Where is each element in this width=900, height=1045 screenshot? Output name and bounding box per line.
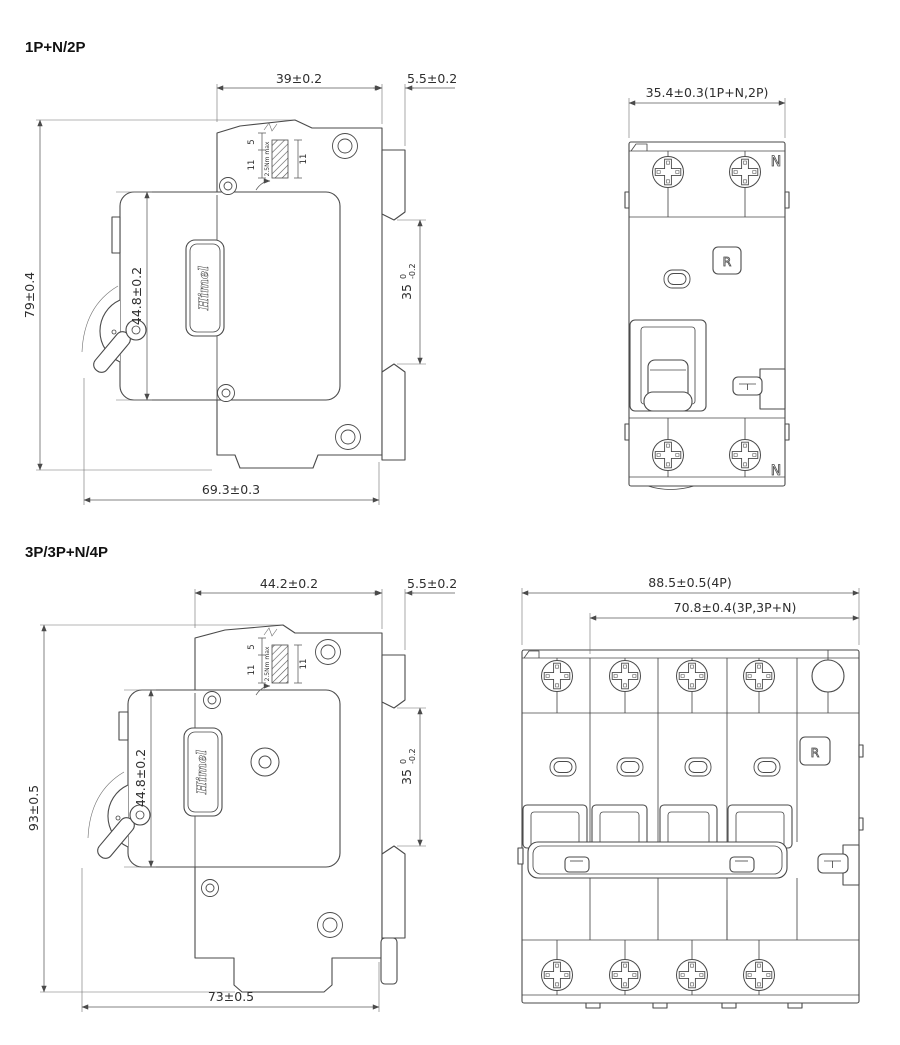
side-tab xyxy=(112,217,120,253)
terminal-screw-icon xyxy=(730,440,761,471)
terminal-screw-icon xyxy=(677,661,708,692)
terminal-screw-icon xyxy=(542,960,573,991)
dim-rail-offset-2p: 5.5±0.2 xyxy=(407,71,458,86)
dim-top-width-4p: 44.2±0.2 xyxy=(259,576,319,591)
dim-rail-span-4p xyxy=(399,748,417,785)
indicator-window xyxy=(617,758,643,776)
detail-dim-11-right: 11 xyxy=(299,153,309,165)
rivet-icon xyxy=(218,385,235,402)
rivet-icon xyxy=(316,640,341,665)
indicator-window xyxy=(685,758,711,776)
detail-dim-5: 5 xyxy=(247,139,257,145)
din-rail-clips-4p xyxy=(381,655,405,984)
rivet-icon xyxy=(220,178,237,195)
test-port-circle xyxy=(812,660,844,692)
dim-rail-offset-4p: 5.5±0.2 xyxy=(407,576,458,591)
dim-overall-height-4p: 93±0.5 xyxy=(26,784,41,832)
reset-button-label: R xyxy=(722,254,732,269)
din-rail-clips xyxy=(382,150,405,460)
svg-text:35: 35 xyxy=(399,284,414,300)
rivet-icon xyxy=(318,913,343,938)
section-title-2p: 1P+N/2P xyxy=(25,39,86,56)
reset-button xyxy=(713,247,741,274)
detail-torque-note: 2.5Nm max xyxy=(264,646,271,682)
indicator-window xyxy=(664,270,690,288)
terminal-screw-icon xyxy=(730,157,761,188)
svg-text:-0.2: -0.2 xyxy=(408,263,417,279)
front-body-2p xyxy=(629,142,785,486)
detail-dim-11-right: 11 xyxy=(299,658,309,670)
front-view-4p xyxy=(518,575,863,1008)
side-view-4p xyxy=(26,576,457,1012)
side-view-2p xyxy=(22,71,457,505)
dim-width-4p: 88.5±0.5(4P) xyxy=(648,575,732,590)
dim-rail-span-2p xyxy=(399,263,417,300)
side-front-block-4p xyxy=(128,690,340,867)
detail-dim-11-left: 11 xyxy=(247,664,257,676)
toggle-handle-2p xyxy=(630,320,706,411)
terminal-screw-icon xyxy=(653,440,684,471)
dim-width-2p: 35.4±0.3(1P+N,2P) xyxy=(645,85,769,100)
terminal-screw-icon xyxy=(744,960,775,991)
front-view-2p xyxy=(625,85,789,490)
dim-body-height-4p: 44.8±0.2 xyxy=(133,748,148,808)
terminal-screw-icon xyxy=(744,661,775,692)
indicator-window xyxy=(754,758,780,776)
side-tab-4p xyxy=(119,712,128,740)
rivet-icon xyxy=(204,692,221,709)
svg-text:-0.2: -0.2 xyxy=(408,748,417,764)
brand-plaque xyxy=(186,240,224,336)
reset-button-4p xyxy=(800,737,830,765)
neutral-label-bottom: N xyxy=(770,463,782,479)
brand-logo-text: Himel xyxy=(195,749,210,795)
neutral-label-top: N xyxy=(770,154,782,170)
brand-logo-text: Himel xyxy=(197,265,212,311)
detail-torque-note: 2.5Nm max xyxy=(264,141,271,177)
terminal-screw-icon xyxy=(542,661,573,692)
svg-text:0: 0 xyxy=(399,273,408,279)
svg-text:0: 0 xyxy=(399,758,408,764)
terminal-screw-icon xyxy=(653,157,684,188)
section-title-4p: 3P/3P+N/4P xyxy=(25,544,108,561)
dim-top-width-2p: 39±0.2 xyxy=(275,71,323,86)
center-screw-boss xyxy=(251,748,279,776)
rivet-icon xyxy=(333,134,358,159)
reset-button-label: R xyxy=(810,745,820,760)
dim-width-3p: 70.8±0.4(3P,3P+N) xyxy=(673,600,797,615)
terminal-screw-icon xyxy=(610,960,641,991)
rivet-icon xyxy=(336,425,361,450)
terminal-screw-icon xyxy=(677,960,708,991)
dim-overall-depth-4p: 73±0.5 xyxy=(207,989,255,1004)
terminal-screw-icon xyxy=(610,661,641,692)
detail-dim-5: 5 xyxy=(247,644,257,650)
rivet-icon xyxy=(202,880,219,897)
dim-overall-depth-2p: 69.3±0.3 xyxy=(201,482,261,497)
detail-dim-11-left: 11 xyxy=(247,159,257,171)
svg-text:35: 35 xyxy=(399,769,414,785)
indicator-window xyxy=(550,758,576,776)
dim-body-height-2p: 44.8±0.2 xyxy=(129,266,144,326)
side-front-block xyxy=(120,192,340,400)
dim-overall-height-2p: 79±0.4 xyxy=(22,271,37,319)
brand-plaque-4p xyxy=(184,728,222,816)
